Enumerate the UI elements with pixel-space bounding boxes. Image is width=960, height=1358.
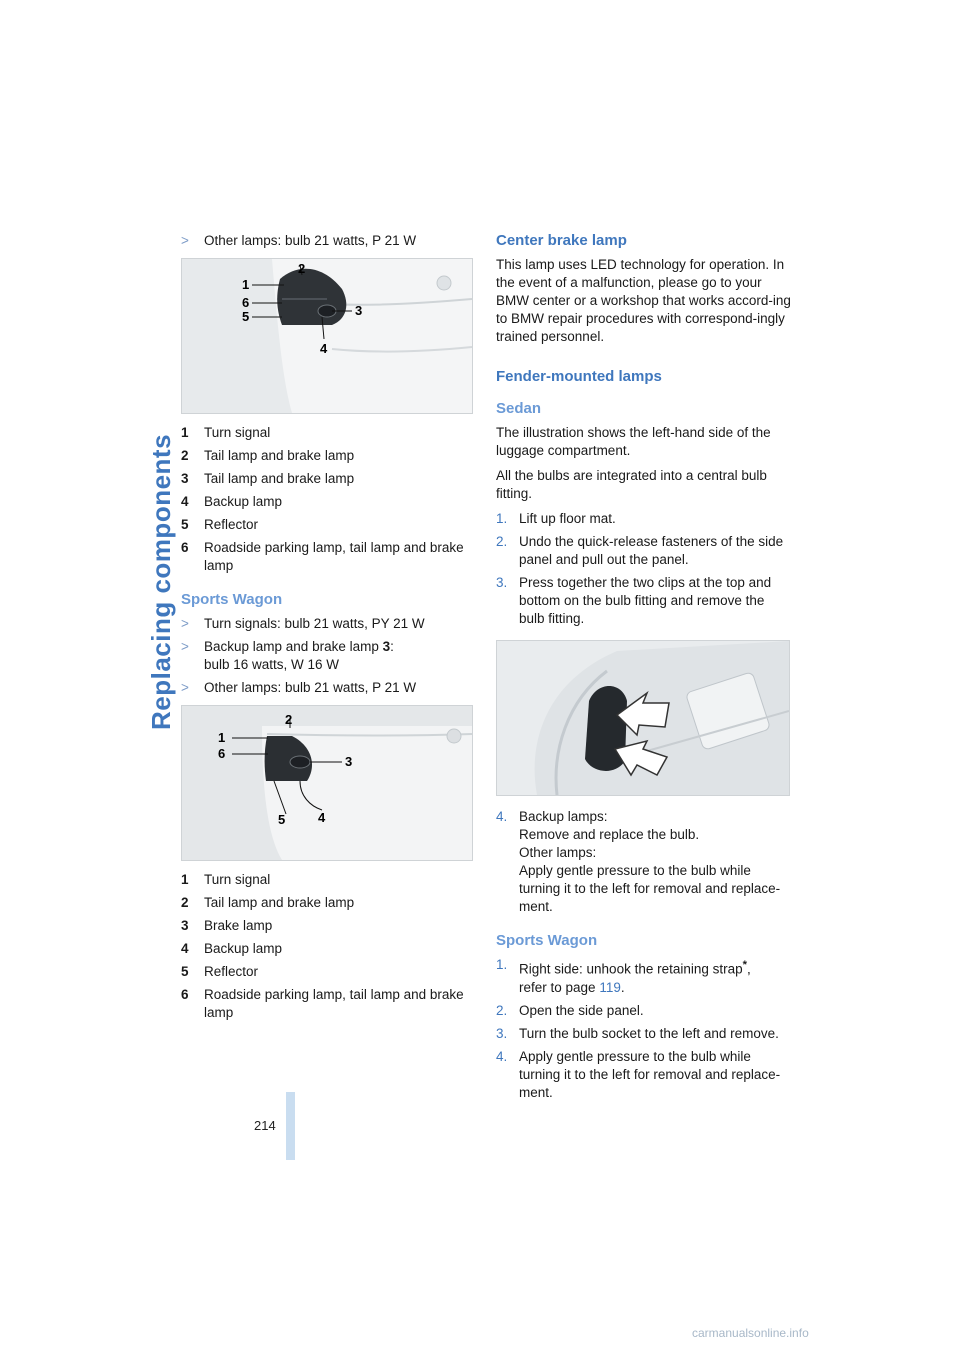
- list-item: 6 Roadside parking lamp, tail lamp and brake lamp: [181, 540, 464, 573]
- heading-sports-wagon-left: Sports Wagon: [181, 591, 283, 608]
- para-sedan-illustration: The illustration shows the left-hand side of the luggage compartment.: [496, 425, 771, 458]
- list-item: 1. Lift up floor mat.: [496, 511, 616, 526]
- lamp-legend-wagon: [181, 871, 471, 1022]
- callout-1: 1: [242, 277, 250, 292]
- sedan-steps: [496, 510, 792, 628]
- lamp-legend-sedan: [181, 424, 471, 575]
- list-item: 4 Backup lamp: [181, 494, 283, 509]
- callout-4: 4: [320, 341, 328, 356]
- para-sedan-bulbs: All the bulbs are integrated into a central bulb fitting.: [496, 468, 767, 501]
- callout-3: 3: [345, 754, 353, 769]
- list-item: 5 Reflector: [181, 964, 259, 979]
- callout-1: 1: [218, 730, 226, 745]
- page-number-bar: [286, 1092, 295, 1160]
- list-item: 2 Tail lamp and brake lamp: [181, 895, 355, 910]
- bullet-turn-signals: > Turn signals: bulb 21 watts, PY 21 W: [181, 616, 425, 631]
- para-center-brake-lamp: This lamp uses LED technology for operation. In the event of a malfunction, please go to your BMW center or a workshop that works accord-ing to BMW repair procedures with correspond-ingly trained personnel.: [496, 257, 791, 344]
- callout-6: 6: [242, 295, 250, 310]
- step-4-wagon: 4. Apply gentle pressure to the bulb while turning it to the left for removal and replace-ment.: [496, 1048, 781, 1100]
- heading-fender-mounted-lamps: Fender-mounted lamps: [496, 368, 662, 385]
- section-title-text: Replacing components: [146, 433, 176, 730]
- list-item: 3. Press together the two clips at the top and bottom on the bulb fitting and remove the bulb fitting.: [496, 575, 772, 626]
- callout-4: 4: [318, 810, 326, 825]
- callout-2: 2: [298, 261, 306, 276]
- page-ref-link[interactable]: 119: [599, 979, 621, 995]
- list-item: 1 Turn signal: [181, 872, 271, 887]
- list-item: 6 Roadside parking lamp, tail lamp and brake lamp: [181, 987, 464, 1020]
- list-item: 4 Backup lamp: [181, 941, 283, 956]
- figure-sedan-rear-lamp: [181, 258, 473, 414]
- list-item: 3 Tail lamp and brake lamp: [181, 471, 355, 486]
- luggage-compartment-illustration: [497, 641, 789, 795]
- list-item: 3 Brake lamp: [181, 918, 273, 933]
- bullet-backup-brake: > Backup lamp and brake lamp 3: bulb 16 watts, W 16 W: [181, 639, 394, 672]
- callout-5: 5: [242, 309, 250, 324]
- callout-5: 5: [278, 812, 286, 827]
- step-2-wagon: 2. Open the side panel.: [496, 1002, 644, 1018]
- optional-equipment-star-icon: *: [742, 959, 748, 971]
- footer-site-watermark: carmanualsonline.info: [692, 1326, 809, 1340]
- figure-wagon-rear-lamp: [181, 705, 473, 861]
- callout-6: 6: [218, 746, 226, 761]
- step-4-sedan: 4. Backup lamps: Remove and replace the bulb. Other lamps: Apply gentle pressure to the bulb while turning it to the left for removal and replace-ment.: [496, 809, 781, 914]
- list-item: 5 Reflector: [181, 517, 259, 532]
- bullet-other-lamps-2: > Other lamps: bulb 21 watts, P 21 W: [181, 680, 417, 695]
- heading-sports-wagon-right: Sports Wagon: [496, 932, 598, 949]
- section-title-vertical: [108, 230, 176, 730]
- list-item: 1 Turn signal: [181, 425, 271, 440]
- heading-sedan: Sedan: [496, 400, 542, 417]
- heading-center-brake-lamp: Center brake lamp: [496, 232, 627, 249]
- bullet-other-lamps: > Other lamps: bulb 21 watts, P 21 W: [181, 233, 417, 248]
- figure-luggage-compartment: [496, 640, 790, 796]
- step-1-wagon: 1. Right side: unhook the retaining strap*, refer to page 119.: [496, 957, 751, 995]
- right-column: [496, 232, 792, 1107]
- sedan-rear-lamp-illustration: [182, 259, 472, 413]
- callout-2: 2: [285, 712, 293, 727]
- wagon-rear-lamp-illustration: [182, 706, 472, 860]
- list-item: 2. Undo the quick-release fasteners of the side panel and pull out the panel.: [496, 534, 784, 567]
- page-number: 214: [254, 1118, 276, 1133]
- list-item: 2 Tail lamp and brake lamp: [181, 448, 355, 463]
- callout-3: 3: [355, 303, 363, 318]
- step-3-wagon: 3. Turn the bulb socket to the left and remove.: [496, 1025, 779, 1041]
- left-column: [181, 232, 471, 1027]
